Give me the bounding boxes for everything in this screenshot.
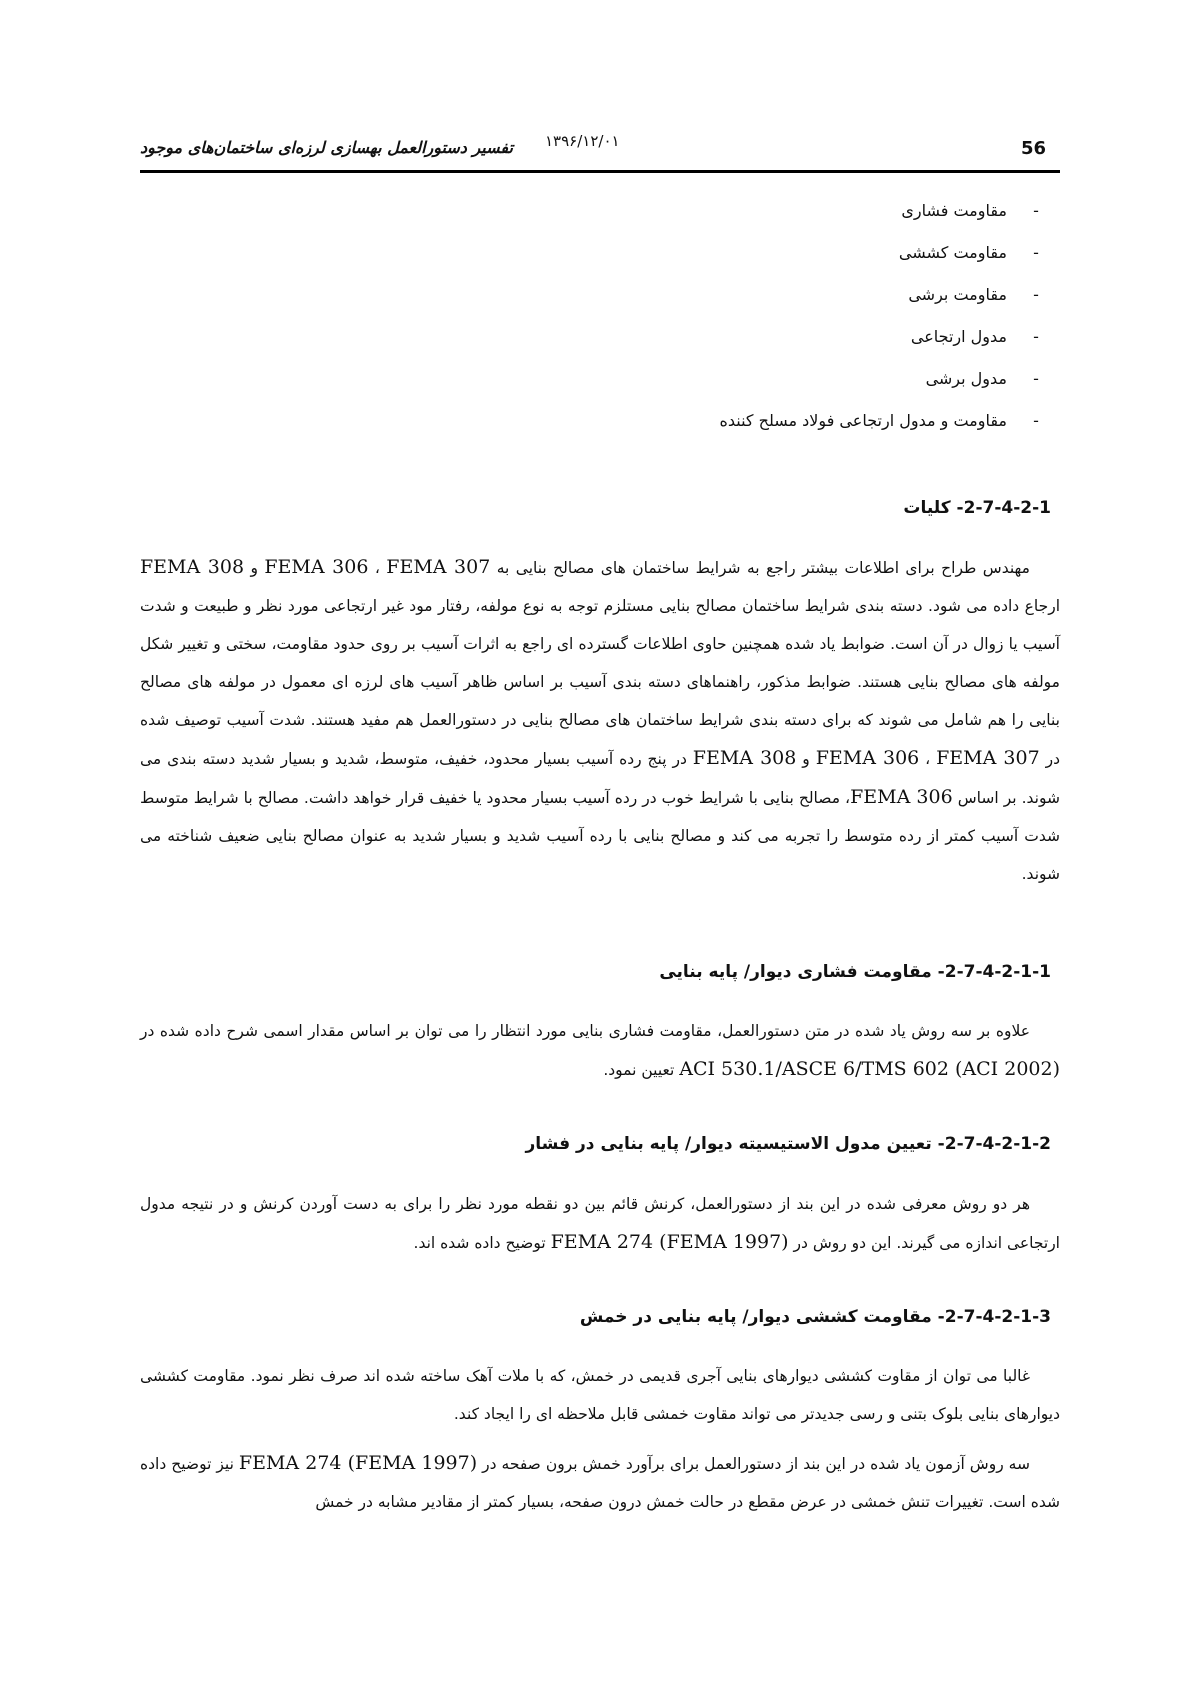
reference-code: FEMA 306 — [850, 786, 953, 808]
header-rule — [140, 170, 1060, 173]
paragraph-tensile-strength-2: سه روش آزمون یاد شده در این بند از دستورالعمل برای برآورد خمش برون صفحه در FEMA 274 (FEMA 1997) نیز توضیح داده شده است. تغییرات تنش خمشی در عرض مقطع در حالت خمش درون صفحه، بسیار کمتر از مقادیر مشابه در خمش — [140, 1452, 1060, 1511]
reference-code: FEMA 307 — [936, 747, 1040, 769]
section-heading-compressive-strength: 2-7-4-2-1-1- مقاومت فشاری دیوار/ پایه بنایی — [659, 962, 1051, 982]
header-date: ۱۳۹۶/۱۲/۰۱ — [545, 132, 620, 150]
list-item — [351, 358, 1051, 400]
reference-code: FEMA 308 — [140, 556, 245, 578]
property-list — [351, 190, 1051, 442]
paragraph-general: مهندس طراح برای اطلاعات بیشتر راجع به شرایط ساختمان های مصالح بنایی به FEMA 306 ، FEMA 307 و FEMA 308 ارجاع داده می شود. دسته بندی شرایط ساختمان مصالح بنایی مستلزم توجه به نوع مولفه، رفتار مود غیر ارتجاعی مورد نظر و طبیعت و شدت آسیب یا زوال در آن است. ضوابط یاد شده همچنین حاوی اطلاعات گسترده ای راجع به اثرات آسیب بر روی حدود مقاومت، سختی و تغییر شکل مولفه های مصالح بنایی هستند. ضوابط مذکور، راهنماهای دسته بندی آسیب بر اساس ظاهر آسیب های لرزه ای معمول در مولفه های مصالح بنایی را هم شامل می شوند که برای دسته بندی شرایط ساختمان های مصالح بنایی در دستورالعمل هم مفید هستند. شدت آسیب توصیف شده در FEMA 306 ، FEMA 307 و FEMA 308 در پنج رده آسیب بسیار محدود، خفیف، متوسط، شدید و بسیار شدید دسته بندی می شوند. بر اساس FEMA 306، مصالح بنایی با شرایط خوب در رده آسیب بسیار محدود یا خفیف قرار خواهد داشت. مصالح با شرایط متوسط شدت آسیب کمتر از رده متوسط را تجربه می کند و مصالح بنایی با رده آسیب شدید و بسیار شدید به عنوان مصالح بنایی ضعیف شناخته می شوند. — [140, 556, 1060, 883]
list-item — [351, 274, 1051, 316]
bullet-dash: - — [1033, 411, 1039, 430]
reference-code: FEMA 306 — [815, 747, 920, 769]
paragraph-tensile-strength-1: غالبا می توان از مقاوت کششی دیوارهای بنایی آجری قدیمی در خمش، که با ملات آهک ساخته شده اند صرف نظر نمود. مقاومت کششی دیوارهای بنایی بلوک بتنی و رسی جدیدتر می تواند مقاوت خمشی قابل ملاحظه ای را ایجاد کند. — [140, 1367, 1060, 1423]
section-heading-general: 2-7-4-2-1- کلیات — [903, 498, 1051, 518]
list-item-text: مقاومت کششی — [898, 243, 1007, 262]
section-heading-elastic-modulus: 2-7-4-2-1-2- تعیین مدول الاستیسیته دیوار/ پایه بنایی در فشار — [525, 1134, 1051, 1154]
reference-code: ACI 530.1/ASCE 6/TMS 602 (ACI 2002) — [679, 1058, 1060, 1080]
header-title: تفسیر دستورالعمل بهسازی لرزه‌ای ساختمان‌های موجود — [140, 138, 513, 157]
list-item-text: مقاومت برشی — [908, 285, 1007, 304]
bullet-dash: - — [1033, 327, 1039, 346]
list-item — [351, 232, 1051, 274]
list-item — [351, 190, 1051, 232]
bullet-dash: - — [1033, 243, 1039, 262]
paragraph-compressive-strength: علاوه بر سه روش یاد شده در متن دستورالعمل، مقاومت فشاری بنایی مورد انتظار را می توان بر اساس مقدار اسمی شرح داده شده در ACI 530.1/ASCE 6/TMS 602 (ACI 2002) تعیین نمود. — [140, 1022, 1060, 1080]
bullet-dash: - — [1033, 285, 1039, 304]
reference-code: FEMA 274 (FEMA 1997) — [550, 1231, 789, 1253]
list-item — [351, 316, 1051, 358]
list-item-text: مدول برشی — [925, 369, 1007, 388]
list-item-text: مقاومت و مدول ارتجاعی فولاد مسلح کننده — [719, 411, 1007, 430]
reference-code: FEMA 274 (FEMA 1997) — [238, 1452, 478, 1474]
reference-code: FEMA 306 — [264, 556, 369, 578]
reference-code: FEMA 307 — [386, 556, 491, 578]
list-item — [351, 400, 1051, 442]
section-heading-tensile-strength: 2-7-4-2-1-3- مقاومت کششی دیوار/ پایه بنایی در خمش — [579, 1307, 1051, 1327]
reference-code: FEMA 308 — [692, 747, 797, 769]
page-number: 56 — [1021, 138, 1047, 159]
list-item-text: مقاومت فشاری — [901, 201, 1007, 220]
bullet-dash: - — [1033, 201, 1039, 220]
paragraph-elastic-modulus: هر دو روش معرفی شده در این بند از دستورالعمل، کرنش قائم بین دو نقطه مورد نظر را برای به دست آوردن کرنش و در نتیجه مدول ارتجاعی اندازه می گیرند. این دو روش در FEMA 274 (FEMA 1997) توضیح داده شده اند. — [140, 1195, 1060, 1253]
bullet-dash: - — [1033, 369, 1039, 388]
list-item-text: مدول ارتجاعی — [910, 327, 1007, 346]
